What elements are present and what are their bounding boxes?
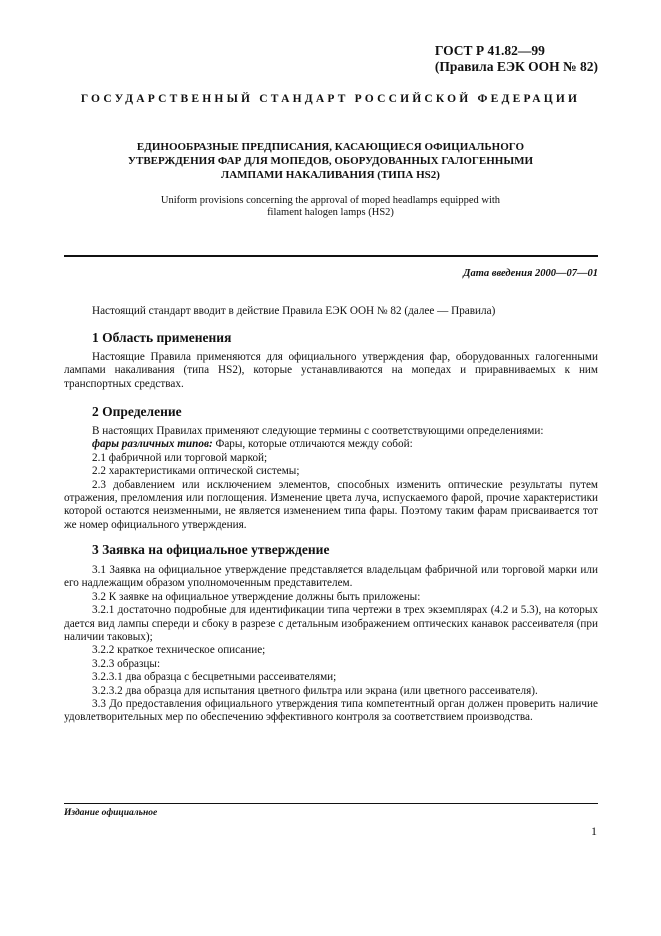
section-3-2: 3.2 К заявке на официальное утверждение должны быть приложены: bbox=[92, 590, 421, 603]
state-standard-title: ГОСУДАРСТВЕННЫЙ СТАНДАРТ РОССИЙСКОЙ ФЕДЕРАЦИИ bbox=[80, 93, 581, 105]
title-line-2: УТВЕРЖДЕНИЯ ФАР ДЛЯ МОПЕДОВ, ОБОРУДОВАННЫХ ГАЛОГЕННЫМИ bbox=[127, 155, 534, 167]
section-3-1: 3.1 Заявка на официальное утверждение представляется владельцам фабричной или торговой марки или его надлежащим образом уполномоченным представителем. bbox=[64, 564, 598, 590]
footer-divider bbox=[64, 803, 598, 804]
english-title-line-1: Uniform provisions concerning the approval of moped headlamps equipped with bbox=[160, 195, 501, 206]
doc-number: ГОСТ Р 41.82—99 bbox=[434, 43, 545, 58]
intro-date: Дата введения 2000—07—01 bbox=[463, 268, 598, 279]
section-1-body bbox=[64, 351, 598, 391]
english-title bbox=[120, 195, 541, 219]
section-2-item-3: 2.3 добавлением или исключением элементов, способных изменить оптические результаты путем отражения, преломления или поглощения. Изменение цвета луча, испускаемого фарой, прочие характеристики которой остаются неизменными, не является изменением типа фары. Поэтому таким фарам присваивается тот же номер официального утверждения. bbox=[64, 478, 598, 531]
term-label: фары различных типов: bbox=[92, 438, 213, 451]
header-divider bbox=[64, 255, 598, 257]
section-3-heading: 3 Заявка на официальное утверждение bbox=[92, 542, 330, 557]
section-3-2-3-1: 3.2.3.1 два образца с бесцветными рассеивателями; bbox=[92, 671, 337, 684]
section-3-2-3-2: 3.2.3.2 два образца для испытания цветного фильтра или экрана (или цветного рассеивателя). bbox=[92, 684, 538, 697]
term-definition: Фары, которые отличаются между собой: bbox=[212, 438, 413, 451]
main-title bbox=[90, 140, 571, 182]
document-header bbox=[435, 43, 598, 75]
section-3-2-2: 3.2.2 краткое техническое описание; bbox=[92, 644, 266, 657]
section-3-2-3: 3.2.3 образцы: bbox=[92, 657, 161, 670]
section-2-item-1: 2.1 фабричной или торговой маркой; bbox=[92, 451, 268, 464]
section-2-item-2: 2.2 характеристиками оптической системы; bbox=[92, 465, 300, 478]
doc-rules: (Правила ЕЭК ООН № 82) bbox=[434, 59, 598, 74]
title-line-1: ЕДИНООБРАЗНЫЕ ПРЕДПИСАНИЯ, КАСАЮЩИЕСЯ ОФИЦИАЛЬНОГО bbox=[136, 141, 525, 153]
edition-label: Издание официальное bbox=[64, 808, 158, 818]
section-2-heading: 2 Определение bbox=[92, 404, 182, 419]
section-1-text: Настоящие Правила применяются для официального утверждения фар, оборудованных галогенными лампами накаливания (типа HS2), которые устанавливаются на мопедах и приравниваемых к ним транспортных средствах. bbox=[64, 351, 598, 390]
title-line-3: ЛАМПАМИ НАКАЛИВАНИЯ (ТИПА HS2) bbox=[221, 169, 440, 181]
section-3-body bbox=[64, 564, 598, 725]
section-2-intro: В настоящих Правилах применяют следующие термины с соответствующими определениями: bbox=[92, 425, 544, 437]
intro-text: Настоящий стандарт вводит в действие Правила ЕЭК ООН № 82 (далее — Правила) bbox=[92, 305, 496, 317]
english-title-line-2: filament halogen lamps (HS2) bbox=[267, 207, 394, 218]
intro-paragraph bbox=[64, 305, 598, 318]
section-1-heading: 1 Область применения bbox=[92, 330, 232, 345]
section-2-term bbox=[64, 438, 598, 451]
page-number: 1 bbox=[591, 824, 597, 838]
section-2-body bbox=[64, 425, 598, 532]
section-3-2-1: 3.2.1 достаточно подробные для идентификации типа чертежи в трех экземплярах (4.2 и 5.3), на которых дается вид лампы спереди и сбоку в разрезе с детальным изображением оптических канавок рассеивателя (при наличии таковых); bbox=[64, 604, 598, 644]
section-3-3: 3.3 До предоставления официального утверждения типа компетентный орган должен проверить наличие удовлетворительных мер по обеспечению эффективного контроля за соответствием производства. bbox=[64, 698, 598, 724]
